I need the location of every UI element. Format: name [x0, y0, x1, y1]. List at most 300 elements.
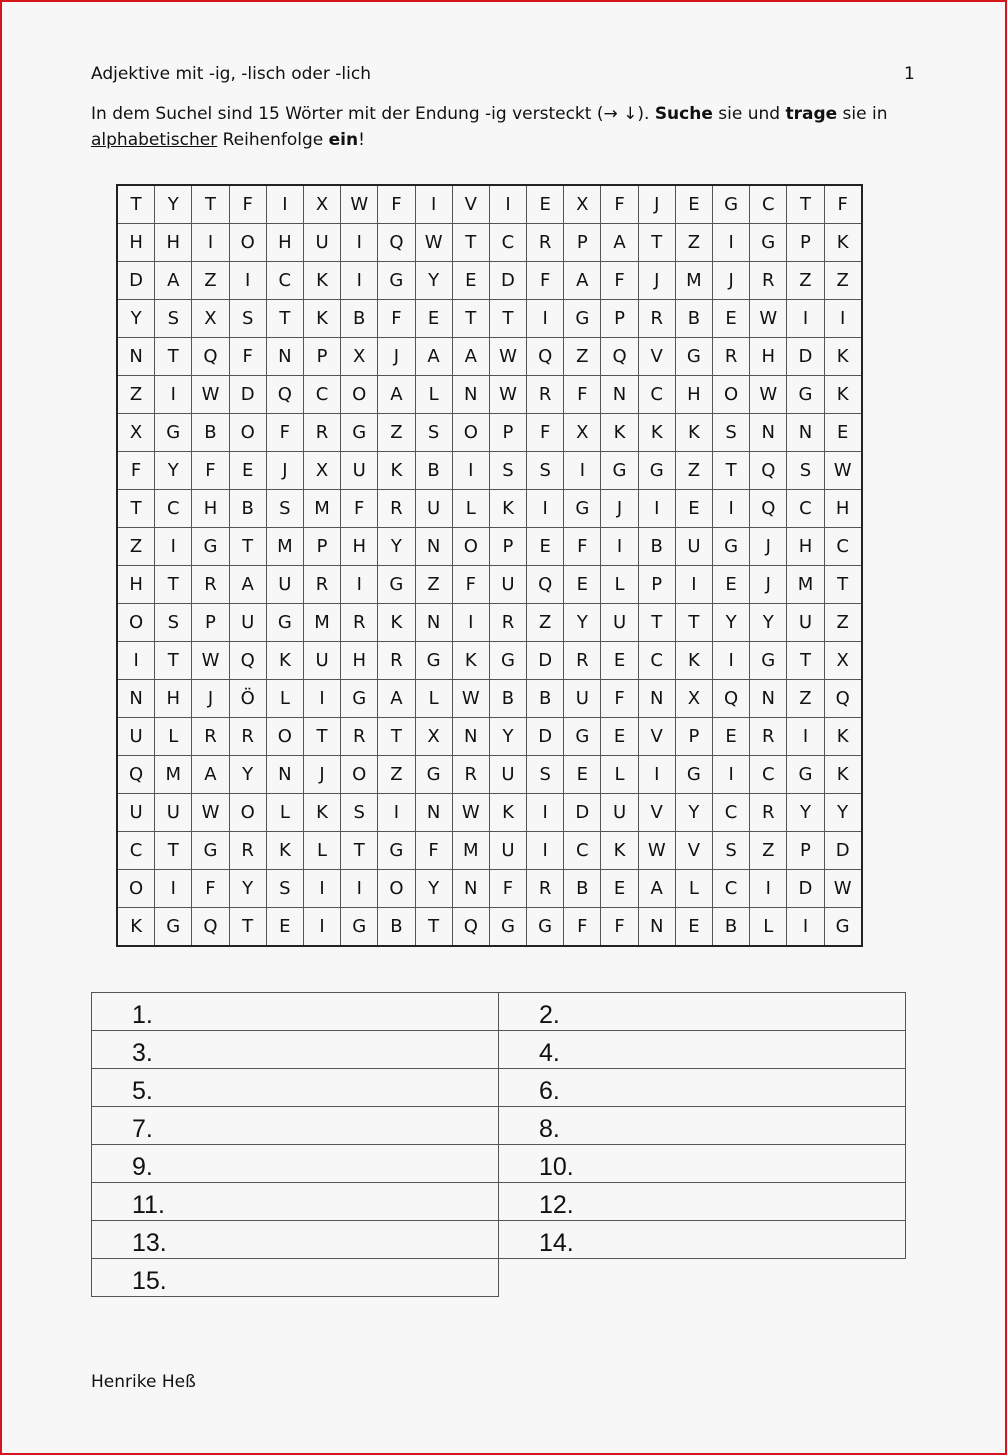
grid-cell[interactable]: I	[787, 908, 824, 947]
grid-cell[interactable]: B	[415, 452, 452, 490]
answer-field[interactable]: 7.	[92, 1107, 499, 1145]
grid-cell[interactable]: I	[117, 642, 155, 680]
grid-cell[interactable]: G	[192, 528, 229, 566]
grid-cell[interactable]: G	[787, 376, 824, 414]
grid-cell[interactable]: Q	[192, 338, 229, 376]
grid-cell[interactable]: O	[117, 870, 155, 908]
grid-cell[interactable]: C	[564, 832, 601, 870]
grid-cell[interactable]: A	[601, 224, 638, 262]
grid-cell[interactable]: P	[489, 528, 526, 566]
grid-cell[interactable]: A	[155, 262, 192, 300]
grid-cell[interactable]: S	[527, 756, 564, 794]
grid-cell[interactable]: P	[638, 566, 675, 604]
grid-cell[interactable]: U	[341, 452, 378, 490]
grid-cell[interactable]: I	[192, 224, 229, 262]
grid-cell[interactable]: L	[675, 870, 712, 908]
grid-cell[interactable]: G	[415, 756, 452, 794]
grid-cell[interactable]: X	[675, 680, 712, 718]
grid-cell[interactable]: R	[750, 794, 787, 832]
grid-cell[interactable]: A	[452, 338, 489, 376]
answer-field[interactable]: 8.	[499, 1107, 906, 1145]
answer-field[interactable]: 3.	[92, 1031, 499, 1069]
grid-cell[interactable]: F	[824, 185, 862, 224]
grid-cell[interactable]: I	[341, 224, 378, 262]
grid-cell[interactable]: E	[527, 185, 564, 224]
grid-cell[interactable]: N	[415, 794, 452, 832]
grid-cell[interactable]: Z	[415, 566, 452, 604]
grid-cell[interactable]: Y	[229, 756, 266, 794]
grid-cell[interactable]: G	[192, 832, 229, 870]
grid-cell[interactable]: U	[787, 604, 824, 642]
grid-cell[interactable]: C	[713, 794, 750, 832]
grid-cell[interactable]: Y	[750, 604, 787, 642]
grid-cell[interactable]: S	[713, 832, 750, 870]
grid-cell[interactable]: T	[675, 604, 712, 642]
grid-cell[interactable]: T	[489, 300, 526, 338]
grid-cell[interactable]: A	[378, 376, 415, 414]
grid-cell[interactable]: U	[229, 604, 266, 642]
grid-cell[interactable]: E	[824, 414, 862, 452]
grid-cell[interactable]: K	[489, 490, 526, 528]
grid-cell[interactable]: M	[787, 566, 824, 604]
grid-cell[interactable]: C	[638, 376, 675, 414]
grid-cell[interactable]: T	[192, 185, 229, 224]
grid-cell[interactable]: R	[452, 756, 489, 794]
grid-cell[interactable]: Q	[527, 566, 564, 604]
grid-cell[interactable]: R	[638, 300, 675, 338]
grid-cell[interactable]: Z	[564, 338, 601, 376]
grid-cell[interactable]: E	[675, 490, 712, 528]
grid-cell[interactable]: E	[415, 300, 452, 338]
answer-field[interactable]: 14.	[499, 1221, 906, 1259]
grid-cell[interactable]: K	[303, 794, 340, 832]
grid-cell[interactable]: D	[489, 262, 526, 300]
grid-cell[interactable]: J	[601, 490, 638, 528]
grid-cell[interactable]: J	[713, 262, 750, 300]
grid-cell[interactable]: Q	[266, 376, 303, 414]
answer-field[interactable]: 12.	[499, 1183, 906, 1221]
grid-cell[interactable]: L	[415, 376, 452, 414]
grid-cell[interactable]: T	[266, 300, 303, 338]
grid-cell[interactable]: O	[378, 870, 415, 908]
grid-cell[interactable]: N	[415, 604, 452, 642]
grid-cell[interactable]: K	[824, 756, 862, 794]
grid-cell[interactable]: U	[303, 642, 340, 680]
grid-cell[interactable]: U	[489, 566, 526, 604]
grid-cell[interactable]: Y	[824, 794, 862, 832]
grid-cell[interactable]: R	[564, 642, 601, 680]
grid-cell[interactable]: M	[452, 832, 489, 870]
grid-cell[interactable]: G	[155, 414, 192, 452]
answer-field[interactable]: 1.	[92, 993, 499, 1031]
grid-cell[interactable]: I	[750, 870, 787, 908]
grid-cell[interactable]: L	[155, 718, 192, 756]
grid-cell[interactable]: B	[341, 300, 378, 338]
grid-cell[interactable]: A	[415, 338, 452, 376]
grid-cell[interactable]: S	[266, 870, 303, 908]
grid-cell[interactable]: N	[638, 680, 675, 718]
grid-cell[interactable]: S	[155, 300, 192, 338]
grid-cell[interactable]: U	[675, 528, 712, 566]
grid-cell[interactable]: O	[341, 756, 378, 794]
grid-cell[interactable]: G	[341, 414, 378, 452]
grid-cell[interactable]: G	[564, 300, 601, 338]
grid-cell[interactable]: G	[824, 908, 862, 947]
grid-cell[interactable]: Z	[787, 680, 824, 718]
grid-cell[interactable]: I	[527, 832, 564, 870]
grid-cell[interactable]: C	[155, 490, 192, 528]
grid-cell[interactable]: I	[303, 870, 340, 908]
grid-cell[interactable]: K	[489, 794, 526, 832]
grid-cell[interactable]: L	[452, 490, 489, 528]
grid-cell[interactable]: T	[638, 604, 675, 642]
grid-cell[interactable]: O	[452, 528, 489, 566]
grid-cell[interactable]: D	[229, 376, 266, 414]
grid-cell[interactable]: Z	[750, 832, 787, 870]
grid-cell[interactable]: B	[638, 528, 675, 566]
grid-cell[interactable]: G	[489, 908, 526, 947]
grid-cell[interactable]: A	[638, 870, 675, 908]
grid-cell[interactable]: E	[675, 908, 712, 947]
grid-cell[interactable]: I	[303, 908, 340, 947]
grid-cell[interactable]: S	[787, 452, 824, 490]
grid-cell[interactable]: E	[601, 642, 638, 680]
grid-cell[interactable]: L	[601, 566, 638, 604]
grid-cell[interactable]: J	[638, 185, 675, 224]
grid-cell[interactable]: J	[303, 756, 340, 794]
grid-cell[interactable]: G	[564, 490, 601, 528]
grid-cell[interactable]: V	[638, 794, 675, 832]
grid-cell[interactable]: K	[675, 642, 712, 680]
grid-cell[interactable]: C	[117, 832, 155, 870]
grid-cell[interactable]: V	[452, 185, 489, 224]
grid-cell[interactable]: W	[489, 376, 526, 414]
grid-cell[interactable]: F	[564, 528, 601, 566]
answer-field[interactable]: 9.	[92, 1145, 499, 1183]
grid-cell[interactable]: H	[266, 224, 303, 262]
grid-cell[interactable]: H	[155, 680, 192, 718]
grid-cell[interactable]: J	[266, 452, 303, 490]
grid-cell[interactable]: O	[341, 376, 378, 414]
answer-field[interactable]: 15.	[92, 1259, 499, 1297]
grid-cell[interactable]: T	[341, 832, 378, 870]
grid-cell[interactable]: Y	[415, 870, 452, 908]
grid-cell[interactable]: U	[601, 604, 638, 642]
grid-cell[interactable]: G	[155, 908, 192, 947]
grid-cell[interactable]: F	[527, 262, 564, 300]
grid-cell[interactable]: S	[713, 414, 750, 452]
answer-field[interactable]: 13.	[92, 1221, 499, 1259]
grid-cell[interactable]: J	[192, 680, 229, 718]
grid-cell[interactable]: L	[266, 794, 303, 832]
grid-cell[interactable]: U	[117, 718, 155, 756]
grid-cell[interactable]: F	[378, 185, 415, 224]
grid-cell[interactable]: Z	[675, 224, 712, 262]
grid-cell[interactable]: R	[527, 870, 564, 908]
grid-cell[interactable]: U	[601, 794, 638, 832]
grid-cell[interactable]: A	[378, 680, 415, 718]
grid-cell[interactable]: H	[117, 566, 155, 604]
grid-cell[interactable]: Q	[750, 490, 787, 528]
grid-cell[interactable]: J	[750, 566, 787, 604]
grid-cell[interactable]: C	[824, 528, 862, 566]
grid-cell[interactable]: R	[192, 566, 229, 604]
grid-cell[interactable]: C	[787, 490, 824, 528]
answer-field[interactable]: 10.	[499, 1145, 906, 1183]
grid-cell[interactable]: N	[638, 908, 675, 947]
grid-cell[interactable]: M	[675, 262, 712, 300]
grid-cell[interactable]: G	[378, 262, 415, 300]
grid-cell[interactable]: G	[378, 832, 415, 870]
grid-cell[interactable]: N	[266, 756, 303, 794]
grid-cell[interactable]: I	[675, 566, 712, 604]
grid-cell[interactable]: F	[527, 414, 564, 452]
grid-cell[interactable]: F	[378, 300, 415, 338]
grid-cell[interactable]: Z	[117, 528, 155, 566]
grid-cell[interactable]: T	[117, 185, 155, 224]
grid-cell[interactable]: X	[564, 185, 601, 224]
grid-cell[interactable]: X	[415, 718, 452, 756]
grid-cell[interactable]: T	[229, 908, 266, 947]
grid-cell[interactable]: R	[303, 414, 340, 452]
grid-cell[interactable]: G	[266, 604, 303, 642]
grid-cell[interactable]: Y	[489, 718, 526, 756]
grid-cell[interactable]: U	[117, 794, 155, 832]
grid-cell[interactable]: T	[415, 908, 452, 947]
answer-field[interactable]: 6.	[499, 1069, 906, 1107]
grid-cell[interactable]: K	[378, 452, 415, 490]
grid-cell[interactable]: R	[378, 642, 415, 680]
grid-cell[interactable]: H	[750, 338, 787, 376]
grid-cell[interactable]: D	[824, 832, 862, 870]
grid-cell[interactable]: P	[489, 414, 526, 452]
grid-cell[interactable]: J	[638, 262, 675, 300]
grid-cell[interactable]: H	[675, 376, 712, 414]
grid-cell[interactable]: Q	[378, 224, 415, 262]
grid-cell[interactable]: B	[192, 414, 229, 452]
grid-cell[interactable]: F	[601, 908, 638, 947]
grid-cell[interactable]: C	[713, 870, 750, 908]
grid-cell[interactable]: E	[601, 718, 638, 756]
grid-cell[interactable]: B	[713, 908, 750, 947]
grid-cell[interactable]: Y	[713, 604, 750, 642]
grid-cell[interactable]: J	[378, 338, 415, 376]
grid-cell[interactable]: O	[229, 224, 266, 262]
grid-cell[interactable]: N	[452, 870, 489, 908]
grid-cell[interactable]: X	[303, 452, 340, 490]
grid-cell[interactable]: F	[266, 414, 303, 452]
grid-cell[interactable]: K	[266, 832, 303, 870]
grid-cell[interactable]: P	[303, 528, 340, 566]
grid-cell[interactable]: Y	[229, 870, 266, 908]
grid-cell[interactable]: G	[675, 338, 712, 376]
grid-cell[interactable]: K	[117, 908, 155, 947]
grid-cell[interactable]: G	[489, 642, 526, 680]
grid-cell[interactable]: F	[601, 185, 638, 224]
grid-cell[interactable]: G	[713, 528, 750, 566]
grid-cell[interactable]: B	[378, 908, 415, 947]
grid-cell[interactable]: T	[787, 185, 824, 224]
grid-cell[interactable]: F	[192, 452, 229, 490]
grid-cell[interactable]: P	[675, 718, 712, 756]
grid-cell[interactable]: Q	[192, 908, 229, 947]
grid-cell[interactable]: Y	[787, 794, 824, 832]
grid-cell[interactable]: P	[564, 224, 601, 262]
grid-cell[interactable]: N	[750, 680, 787, 718]
grid-cell[interactable]: I	[155, 528, 192, 566]
grid-cell[interactable]: G	[601, 452, 638, 490]
grid-cell[interactable]: U	[155, 794, 192, 832]
grid-cell[interactable]: D	[527, 642, 564, 680]
grid-cell[interactable]: Y	[117, 300, 155, 338]
grid-cell[interactable]: K	[824, 376, 862, 414]
grid-cell[interactable]: Z	[675, 452, 712, 490]
grid-cell[interactable]: G	[787, 756, 824, 794]
grid-cell[interactable]: G	[415, 642, 452, 680]
grid-cell[interactable]: Z	[378, 414, 415, 452]
grid-cell[interactable]: P	[787, 832, 824, 870]
grid-cell[interactable]: I	[601, 528, 638, 566]
grid-cell[interactable]: Z	[824, 604, 862, 642]
grid-cell[interactable]: R	[750, 718, 787, 756]
grid-cell[interactable]: K	[303, 262, 340, 300]
grid-cell[interactable]: R	[341, 718, 378, 756]
grid-cell[interactable]: I	[489, 185, 526, 224]
grid-cell[interactable]: U	[489, 832, 526, 870]
grid-cell[interactable]: P	[192, 604, 229, 642]
grid-cell[interactable]: I	[303, 680, 340, 718]
grid-cell[interactable]: H	[341, 642, 378, 680]
grid-cell[interactable]: U	[489, 756, 526, 794]
grid-cell[interactable]: I	[638, 490, 675, 528]
grid-cell[interactable]: R	[229, 718, 266, 756]
grid-cell[interactable]: O	[266, 718, 303, 756]
grid-cell[interactable]: U	[564, 680, 601, 718]
grid-cell[interactable]: T	[638, 224, 675, 262]
grid-cell[interactable]: S	[415, 414, 452, 452]
grid-cell[interactable]: C	[750, 756, 787, 794]
grid-cell[interactable]: S	[527, 452, 564, 490]
grid-cell[interactable]: T	[117, 490, 155, 528]
grid-cell[interactable]: N	[452, 718, 489, 756]
answer-field[interactable]: 4.	[499, 1031, 906, 1069]
grid-cell[interactable]: W	[750, 300, 787, 338]
grid-cell[interactable]: D	[117, 262, 155, 300]
grid-cell[interactable]: L	[601, 756, 638, 794]
grid-cell[interactable]: Q	[452, 908, 489, 947]
grid-cell[interactable]: I	[564, 452, 601, 490]
grid-cell[interactable]: I	[341, 566, 378, 604]
grid-cell[interactable]: Y	[155, 452, 192, 490]
grid-cell[interactable]: X	[341, 338, 378, 376]
grid-cell[interactable]: L	[750, 908, 787, 947]
grid-cell[interactable]: Z	[192, 262, 229, 300]
grid-cell[interactable]: X	[824, 642, 862, 680]
grid-cell[interactable]: A	[192, 756, 229, 794]
grid-cell[interactable]: K	[675, 414, 712, 452]
grid-cell[interactable]: E	[601, 870, 638, 908]
grid-cell[interactable]: O	[452, 414, 489, 452]
answer-field[interactable]: 11.	[92, 1183, 499, 1221]
grid-cell[interactable]: P	[601, 300, 638, 338]
grid-cell[interactable]: V	[675, 832, 712, 870]
grid-cell[interactable]: L	[266, 680, 303, 718]
grid-cell[interactable]: F	[489, 870, 526, 908]
grid-cell[interactable]: W	[192, 376, 229, 414]
grid-cell[interactable]: Q	[750, 452, 787, 490]
grid-cell[interactable]: G	[750, 642, 787, 680]
grid-cell[interactable]: Z	[824, 262, 862, 300]
grid-cell[interactable]: K	[378, 604, 415, 642]
grid-cell[interactable]: I	[452, 452, 489, 490]
grid-cell[interactable]: G	[564, 718, 601, 756]
grid-cell[interactable]: I	[341, 870, 378, 908]
grid-cell[interactable]: A	[564, 262, 601, 300]
grid-cell[interactable]: I	[155, 376, 192, 414]
grid-cell[interactable]: E	[229, 452, 266, 490]
grid-cell[interactable]: T	[787, 642, 824, 680]
grid-cell[interactable]: X	[564, 414, 601, 452]
grid-cell[interactable]: Q	[713, 680, 750, 718]
grid-cell[interactable]: Q	[117, 756, 155, 794]
answer-field[interactable]: 5.	[92, 1069, 499, 1107]
grid-cell[interactable]: C	[489, 224, 526, 262]
grid-cell[interactable]: Z	[527, 604, 564, 642]
grid-cell[interactable]: K	[303, 300, 340, 338]
grid-cell[interactable]: B	[675, 300, 712, 338]
grid-cell[interactable]: W	[192, 642, 229, 680]
grid-cell[interactable]: I	[452, 604, 489, 642]
grid-cell[interactable]: H	[117, 224, 155, 262]
grid-cell[interactable]: G	[675, 756, 712, 794]
grid-cell[interactable]: K	[601, 414, 638, 452]
grid-cell[interactable]: F	[341, 490, 378, 528]
grid-cell[interactable]: W	[452, 680, 489, 718]
grid-cell[interactable]: M	[155, 756, 192, 794]
grid-cell[interactable]: P	[303, 338, 340, 376]
grid-cell[interactable]: P	[787, 224, 824, 262]
grid-cell[interactable]: N	[266, 338, 303, 376]
grid-cell[interactable]: M	[303, 490, 340, 528]
grid-cell[interactable]: T	[378, 718, 415, 756]
grid-cell[interactable]: V	[638, 338, 675, 376]
grid-cell[interactable]: Y	[155, 185, 192, 224]
grid-cell[interactable]: O	[229, 414, 266, 452]
grid-cell[interactable]: X	[117, 414, 155, 452]
grid-cell[interactable]: I	[713, 490, 750, 528]
grid-cell[interactable]: D	[527, 718, 564, 756]
grid-cell[interactable]: S	[489, 452, 526, 490]
grid-cell[interactable]: G	[713, 185, 750, 224]
grid-cell[interactable]: L	[303, 832, 340, 870]
grid-cell[interactable]: H	[824, 490, 862, 528]
grid-cell[interactable]: C	[266, 262, 303, 300]
grid-cell[interactable]: N	[117, 338, 155, 376]
grid-cell[interactable]: D	[564, 794, 601, 832]
grid-cell[interactable]: E	[564, 756, 601, 794]
grid-cell[interactable]: C	[638, 642, 675, 680]
grid-cell[interactable]: F	[415, 832, 452, 870]
grid-cell[interactable]: K	[266, 642, 303, 680]
grid-cell[interactable]: F	[117, 452, 155, 490]
grid-cell[interactable]: R	[378, 490, 415, 528]
grid-cell[interactable]: E	[713, 718, 750, 756]
grid-cell[interactable]: I	[713, 224, 750, 262]
grid-cell[interactable]: I	[527, 490, 564, 528]
grid-cell[interactable]: Q	[824, 680, 862, 718]
grid-cell[interactable]: H	[787, 528, 824, 566]
grid-cell[interactable]: Z	[787, 262, 824, 300]
